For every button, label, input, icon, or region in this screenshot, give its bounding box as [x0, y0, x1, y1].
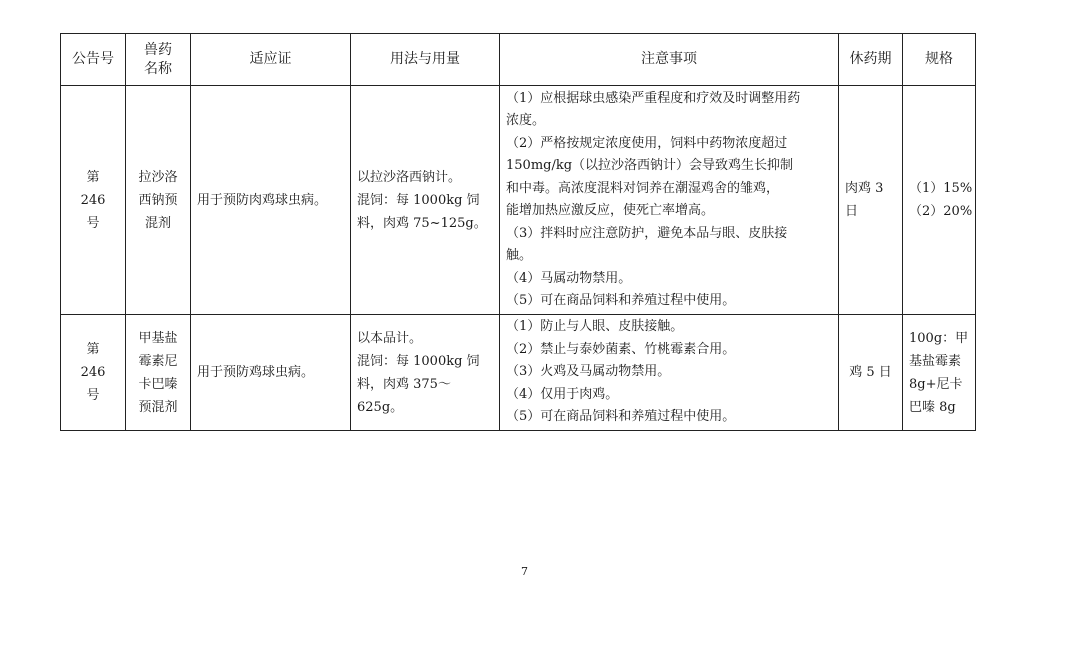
header-drug-name [126, 34, 191, 86]
spec-line: 100g：甲 [909, 330, 969, 346]
note-line: （2）禁止与泰妙菌素、竹桃霉素合用。 [506, 341, 736, 357]
note-line: （3）火鸡及马属动物禁用。 [506, 364, 671, 380]
note-line: （4）马属动物禁用。 [506, 270, 632, 286]
header-announcement: 公告号 [61, 34, 126, 86]
cell-usage [351, 315, 500, 431]
usage-line: 混饲：每 1000kg 饲 [357, 353, 480, 369]
header-notes: 注意事项 [500, 34, 839, 86]
note-line: （5）可在商品饲料和养殖过程中使用。 [506, 293, 736, 308]
spec-line: 巴嗪 8g [909, 399, 956, 415]
cell-notes [500, 86, 839, 315]
veterinary-drug-table [60, 33, 976, 431]
note-line: 触。 [506, 248, 533, 263]
spec-line: 8g+尼卡 [909, 376, 963, 392]
cell-announcement: 第 246 号 [61, 315, 126, 431]
usage-line: 以拉沙洛西钠计。 [357, 169, 462, 185]
cell-drug-name: 甲基盐霉素尼卡巴嗪预混剂 [126, 315, 191, 431]
spec-line: 基盐霉素 [909, 353, 962, 369]
cell-withdrawal: 鸡 5 日 [839, 315, 903, 431]
header-withdrawal: 休药期 [839, 34, 903, 86]
note-line: 能增加热应激反应，使死亡率增高。 [506, 203, 715, 218]
page-number: 7 [521, 565, 528, 578]
usage-line: 料，肉鸡 375～ [357, 376, 451, 392]
cell-spec [903, 86, 976, 315]
table-row [61, 86, 976, 315]
table-row [61, 315, 976, 431]
usage-line: 混饲：每 1000kg 饲 [357, 192, 480, 208]
cell-drug-name: 拉沙洛西钠预混剂 [126, 86, 191, 315]
header-indication: 适应证 [191, 34, 351, 86]
note-line: （1）防止与人眼、皮肤接触。 [506, 319, 684, 335]
header-spec: 规格 [903, 34, 976, 86]
usage-line: 料，肉鸡 75~125g。 [357, 215, 487, 231]
note-line: （5）可在商品饲料和养殖过程中使用。 [506, 409, 736, 425]
note-line: （4）仅用于肉鸡。 [506, 386, 619, 402]
note-line: （3）拌料时应注意防护，避免本品与眼、皮肤接 [506, 225, 788, 241]
header-drug-name-text: 兽药名称 [144, 41, 172, 77]
cell-indication: 用于预防肉鸡球虫病。 [191, 86, 351, 315]
note-line: （2）严格按规定浓度使用，饲料中药物浓度超过 [506, 135, 788, 151]
cell-indication: 用于预防鸡球虫病。 [191, 315, 351, 431]
cell-usage [351, 86, 500, 315]
cell-notes [500, 315, 839, 431]
usage-line: 以本品计。 [357, 330, 423, 346]
spec-line: （2）20% [909, 204, 973, 219]
usage-line: 625g。 [357, 399, 404, 415]
note-line: 浓度。 [506, 113, 546, 128]
cell-withdrawal: 肉鸡 3 日 [839, 86, 903, 315]
note-line: （1）应根据球虫感染严重程度和疗效及时调整用药 [506, 90, 801, 106]
cell-announcement: 第 246 号 [61, 86, 126, 315]
table-header-row [61, 34, 976, 86]
note-line: 150mg/kg（以拉沙洛西钠计）会导致鸡生长抑制 [506, 158, 794, 173]
note-line: 和中毒。高浓度混料对饲养在潮湿鸡舍的雏鸡， [506, 180, 780, 196]
cell-spec [903, 315, 976, 431]
spec-line: （1）15% [909, 181, 973, 196]
header-usage: 用法与用量 [351, 34, 500, 86]
